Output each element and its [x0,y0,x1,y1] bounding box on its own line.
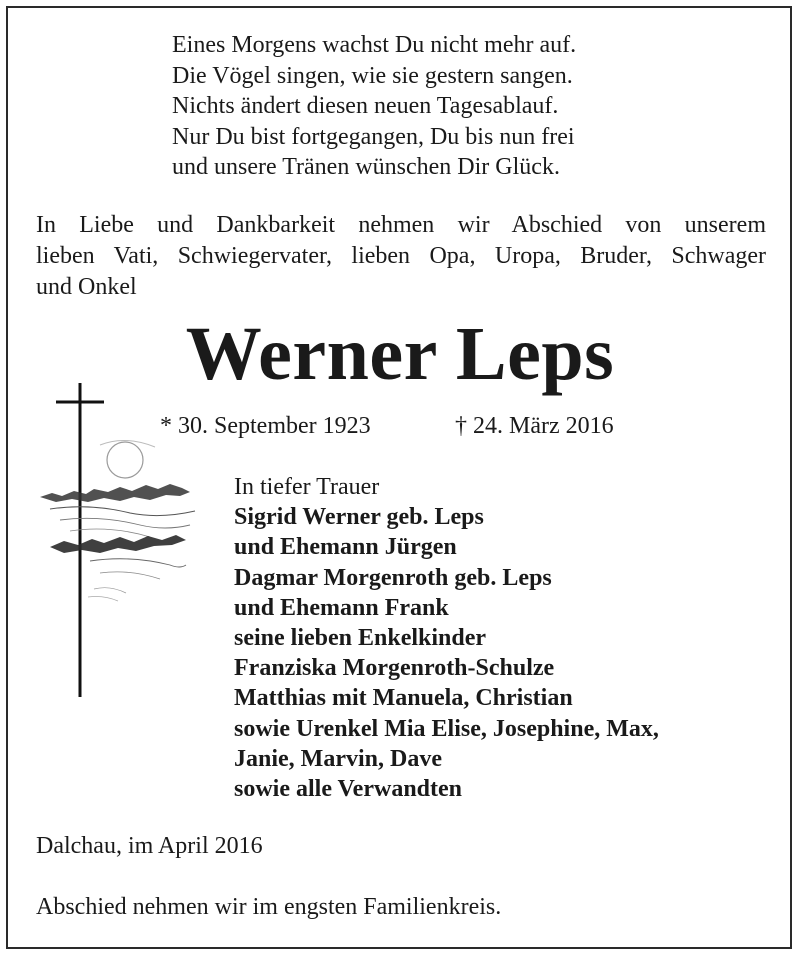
poem-line: Eines Morgens wachst Du nicht mehr auf. [172,32,577,58]
mourner-line: Franziska Morgenroth-Schulze [234,655,555,682]
place-date: Dalchau, im April 2016 [36,833,263,859]
poem-line: Nur Du bist fortgegangen, Du bis nun frei [172,123,575,150]
mourner-line: und Ehemann Jürgen [234,534,457,561]
death-date: † 24. März 2016 [455,413,614,439]
deceased-name: Werner Leps [185,312,615,396]
mourner-line: seine lieben Enkelkinder [234,625,487,652]
mourner-line: Janie, Marvin, Dave [234,745,442,772]
poem [172,30,732,183]
intro-text [36,210,766,303]
intro-line: lieben Vati, Schwiegervater, lieben Opa, Uropa, Bruder, Schwager [36,243,766,269]
intro-line: In Liebe und Dankbarkeit nehmen wir Abschied von unserem [36,212,766,238]
poem-line: und unsere Tränen wünschen Dir Glück. [172,154,560,181]
intro-line: und Onkel [36,274,137,300]
mourner-line: Matthias mit Manuela, Christian [234,685,573,712]
mourner-line: Dagmar Morgenroth geb. Leps [234,564,552,591]
mourner-line: Sigrid Werner geb. Leps [234,504,484,531]
mourner-line: und Ehemann Frank [234,594,449,621]
mourner-line: sowie Urenkel Mia Elise, Josephine, Max, [234,715,659,742]
poem-line: Die Vögel singen, wie sie gestern sangen. [172,62,573,89]
cross-landscape-icon [30,375,220,705]
farewell-note: Abschied nehmen wir im engsten Familienkreis. [36,894,502,920]
birth-date: * 30. September 1923 [160,413,371,439]
poem-line: Nichts ändert diesen neuen Tagesablauf. [172,93,559,120]
mourner-line: sowie alle Verwandten [234,776,462,803]
mourners-list [234,472,774,804]
mourners-lead: In tiefer Trauer [234,474,380,500]
